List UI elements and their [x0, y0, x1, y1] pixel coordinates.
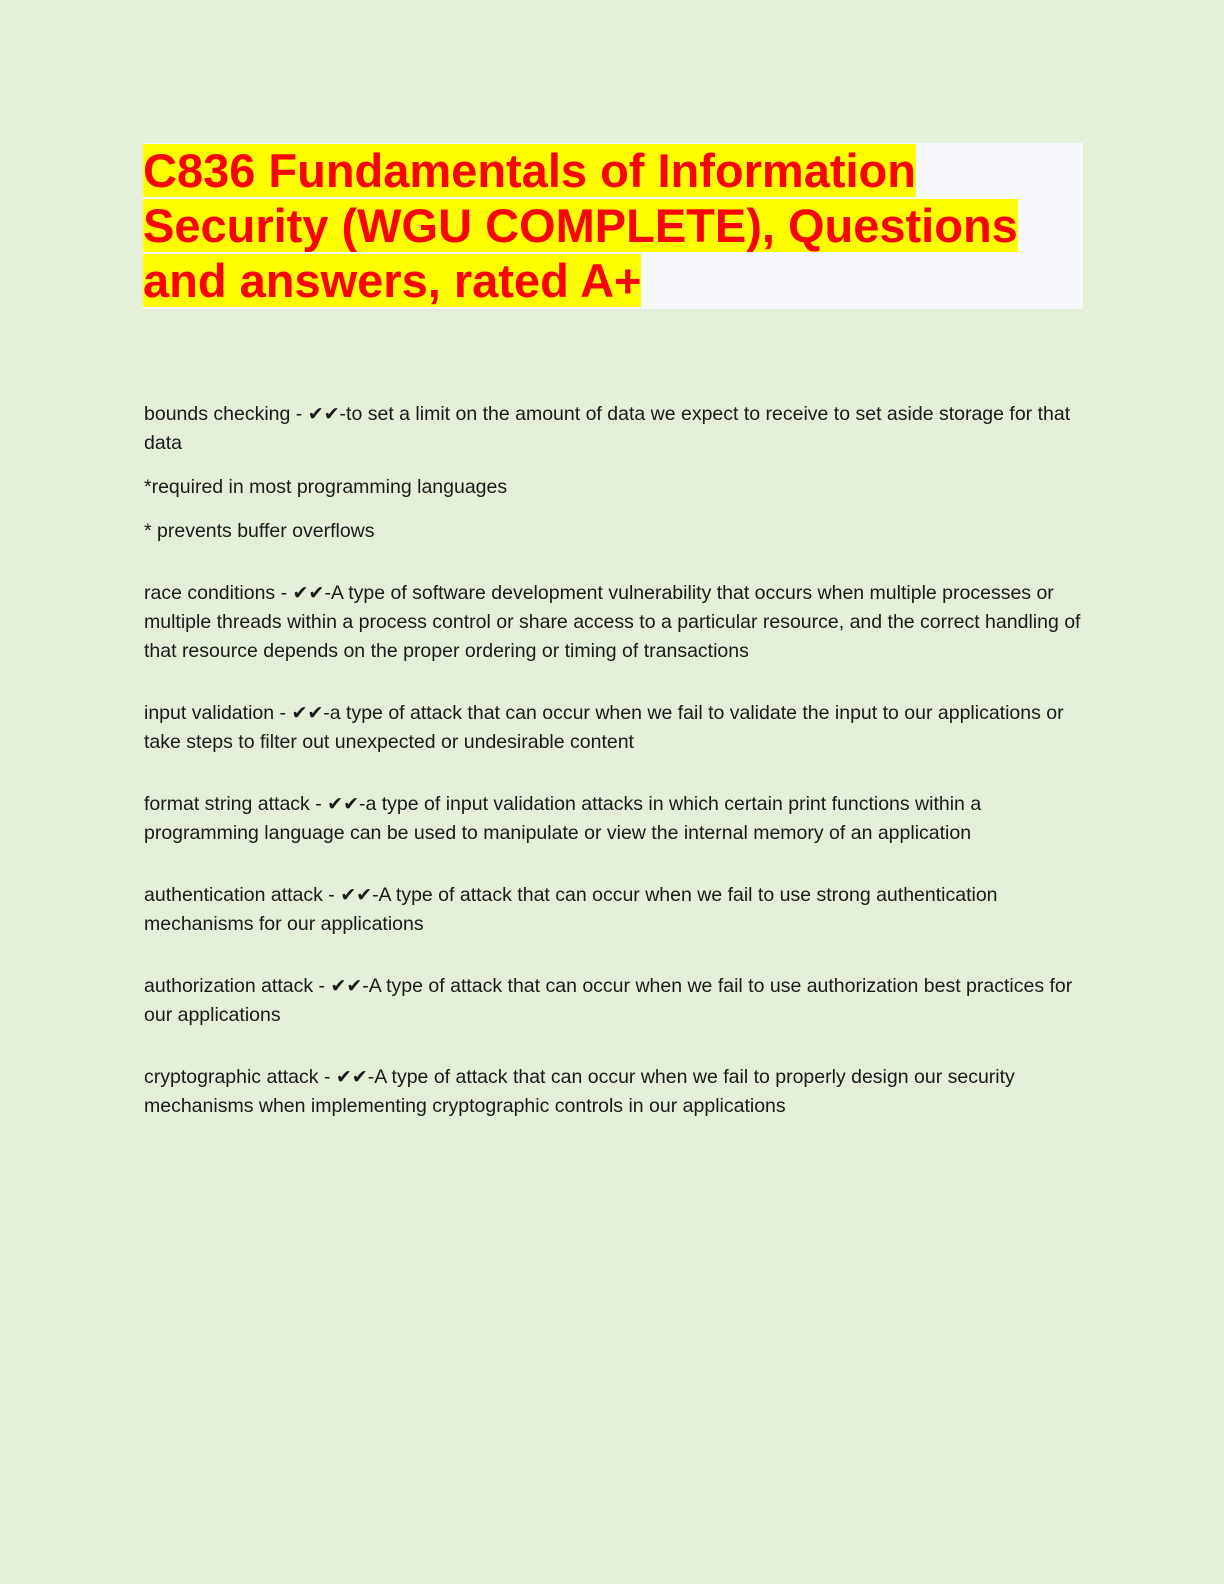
qa-note: *required in most programming languages	[144, 476, 508, 498]
qa-definition: -to set a limit on the amount of data we expect to receive to set aside storage for that data	[144, 403, 1071, 454]
qa-entry-cryptographic-attack	[144, 1063, 1084, 1121]
check-mark-icon: ✔✔	[307, 403, 340, 425]
qa-term: bounds checking	[144, 403, 291, 425]
qa-line	[144, 400, 1084, 458]
qa-line	[144, 881, 1084, 939]
title-box	[143, 143, 1083, 309]
check-mark-icon: ✔✔	[335, 1066, 368, 1088]
qa-entry-authorization-attack	[144, 972, 1084, 1030]
qa-definition: -a type of input validation attacks in which certain print functions within a programming language can be used to manipulate or view the internal memory of an application	[144, 793, 982, 844]
qa-entry-input-validation	[144, 699, 1084, 757]
qa-definition: -A type of software development vulnerability that occurs when multiple processes or multiple threads within a process control or share access to a particular resource, and the correct handling of that resource depends on the proper ordering or timing of transactions	[144, 582, 1081, 662]
check-mark-icon: ✔✔	[327, 793, 359, 815]
qa-line	[144, 579, 1084, 666]
qa-definition: -a type of attack that can occur when we fail to validate the input to our applications or take steps to filter out unexpected or undesirable content	[144, 702, 1064, 753]
qa-separator: -	[322, 884, 341, 906]
qa-separator: -	[318, 1066, 336, 1088]
qa-term: input validation	[144, 702, 275, 724]
check-mark-icon: ✔✔	[292, 582, 325, 604]
qa-definition: -A type of attack that can occur when we fail to use authorization best practices for our applications	[144, 975, 1073, 1026]
qa-entry-race-conditions	[144, 579, 1084, 666]
qa-entry-format-string-attack	[144, 790, 1084, 848]
title-highlight: C836 Fundamentals of Information Security (WGU COMPLETE), Questions and answers, rated A+	[143, 144, 1018, 307]
check-mark-icon: ✔✔	[340, 884, 373, 906]
qa-entry-bounds-checking	[144, 400, 1084, 546]
qa-note: * prevents buffer overflows	[144, 520, 375, 542]
qa-term: authorization attack	[144, 975, 314, 997]
qa-entry-authentication-attack	[144, 881, 1084, 939]
qa-line	[144, 790, 1084, 848]
qa-list	[144, 400, 1084, 1154]
qa-definition: -A type of attack that can occur when we fail to use strong authentication mechanisms for our applications	[144, 884, 998, 935]
qa-separator: -	[309, 793, 328, 815]
qa-line	[144, 972, 1084, 1030]
qa-line	[144, 1063, 1084, 1121]
qa-separator: -	[274, 702, 292, 724]
qa-term: race conditions	[144, 582, 276, 604]
qa-separator: -	[275, 582, 293, 604]
document-title	[143, 143, 1083, 308]
qa-separator: -	[313, 975, 331, 997]
qa-line	[144, 699, 1084, 757]
qa-definition: -A type of attack that can occur when we fail to properly design our security mechanisms when implementing cryptographic controls in our applications	[144, 1066, 1015, 1117]
qa-separator: -	[290, 403, 308, 425]
check-mark-icon: ✔✔	[330, 975, 363, 997]
qa-term: cryptographic attack	[144, 1066, 319, 1088]
check-mark-icon: ✔✔	[291, 702, 324, 724]
qa-term: format string attack	[144, 793, 310, 815]
qa-term: authentication attack	[144, 884, 323, 906]
